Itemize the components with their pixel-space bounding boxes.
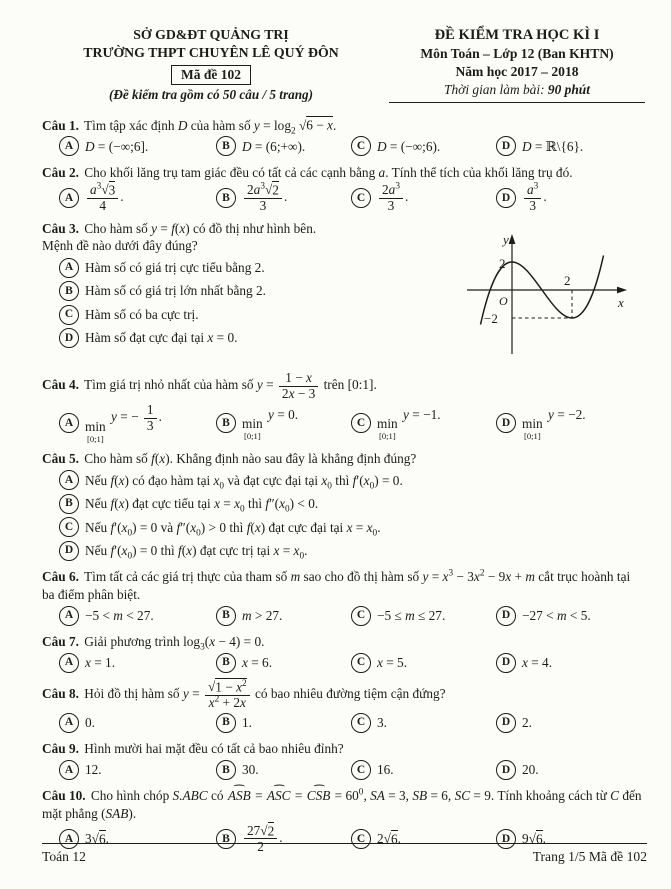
option-C xyxy=(351,605,496,626)
option-text: Hàm số có giá trị lớn nhất bằng 2. xyxy=(85,283,266,299)
option-B xyxy=(59,493,645,514)
option-B xyxy=(216,759,351,780)
option-letter-circle: B xyxy=(216,413,236,433)
svg-text:2: 2 xyxy=(564,273,571,289)
options xyxy=(42,652,645,673)
option-letter-circle: A xyxy=(59,829,79,849)
option-D xyxy=(496,406,645,441)
option-letter-circle: B xyxy=(59,494,79,514)
svg-text:x: x xyxy=(618,295,624,311)
option-letter-circle: A xyxy=(59,136,79,156)
option-text: $\frac{2a^3}{3}$ . xyxy=(377,183,408,213)
school-name: TRƯỜNG THPT CHUYÊN LÊ QUÝ ĐÔN xyxy=(83,44,339,60)
question-text: Câu 1. Tìm tập xác định D của hàm số $y = \log_2 √6 - x$. xyxy=(42,117,337,137)
option-letter-circle: A xyxy=(59,470,79,490)
question-text: Câu 10. Cho hình chóp S.ABC có ⌢ ASB = ⌢ ASC = ⌢ CSB = $60^0$, SA = 3, SB = 6, SC = 9. Tính khoảng cách từ C đến mặt phẳng (SAB). xyxy=(42,787,645,822)
option-D xyxy=(496,605,645,626)
option-letter-circle: A xyxy=(59,713,79,733)
exam-duration xyxy=(389,81,645,103)
question-number: Câu 2. xyxy=(42,164,79,180)
option-text: 9√6. xyxy=(522,831,546,847)
option-letter-circle: A xyxy=(59,653,79,673)
school-year: Năm học 2017 – 2018 xyxy=(455,64,579,80)
exam-title: ĐỀ KIỂM TRA HỌC KÌ I xyxy=(434,27,600,43)
option-letter-circle: A xyxy=(59,258,79,278)
option-letter-circle: B xyxy=(216,188,236,208)
footer xyxy=(42,843,647,865)
option-letter-circle: B xyxy=(59,281,79,301)
option-text: x = 4. xyxy=(522,655,553,671)
option-letter-circle: D xyxy=(496,413,516,433)
option-text: x = 6. xyxy=(242,655,273,671)
option-letter-circle: C xyxy=(351,713,371,733)
question-8 xyxy=(42,680,645,733)
option-letter-circle: D xyxy=(59,328,79,348)
option-text: 1. xyxy=(242,715,252,731)
option-text: Hàm số đạt cực đại tại x = 0. xyxy=(85,330,238,346)
option-letter-circle: D xyxy=(496,713,516,733)
option-text: $\frac{a^3}{3}$ . xyxy=(522,183,547,213)
option-B xyxy=(216,406,351,441)
option-D xyxy=(59,540,645,561)
question-1 xyxy=(42,117,645,157)
question-number: Câu 9. xyxy=(42,741,79,757)
option-letter-circle: C xyxy=(351,606,371,626)
option-text: $\frac{a^3√3}{4}$ . xyxy=(85,183,124,213)
option-B xyxy=(216,183,351,213)
duration-value: 90 phút xyxy=(547,82,590,98)
option-letter-circle: C xyxy=(59,305,79,325)
svg-text:2: 2 xyxy=(499,256,506,272)
svg-text:y: y xyxy=(503,232,509,248)
option-letter-circle: C xyxy=(351,136,371,156)
exam-note: (Đề kiểm tra gồm có 50 câu / 5 trang) xyxy=(108,87,314,103)
option-letter-circle: C xyxy=(351,188,371,208)
duration-label: Thời gian làm bài: xyxy=(444,82,545,98)
option-letter-circle: D xyxy=(496,606,516,626)
option-text: −27 < m < 5. xyxy=(522,607,591,623)
option-text: D = (−∞;6). xyxy=(377,138,441,154)
option-text: 12. xyxy=(85,762,102,778)
option-text: min [0;1] y = − $\frac{1}{3}$ . xyxy=(85,402,162,444)
question-number: Câu 3. xyxy=(42,221,79,237)
header-exam-block xyxy=(389,26,645,103)
option-text: Nếu f(x) đạt cực tiểu tại $x = x_0$ thì $f''(x_0) < 0$. xyxy=(85,496,319,515)
question-text: Câu 3. Cho hàm số y = f(x) có đồ thị như hình bên. Mệnh đề nào dưới đây đúng? xyxy=(42,221,317,254)
option-text: 16. xyxy=(377,762,394,778)
question-text: Câu 5. Cho hàm số f(x). Khẳng định nào sau đây là khẳng định đúng? xyxy=(42,451,417,467)
option-C xyxy=(351,652,496,673)
option-B xyxy=(216,605,351,626)
option-C xyxy=(59,304,457,325)
option-A xyxy=(59,136,216,157)
header-school-block xyxy=(42,26,380,104)
option-letter-circle: D xyxy=(496,760,516,780)
question-7 xyxy=(42,633,645,673)
svg-text:O: O xyxy=(499,294,508,309)
option-A xyxy=(59,605,216,626)
question-text: Câu 4. Tìm giá trị nhỏ nhất của hàm số y = $\frac{1 - x}{2x - 3}$ trên [0:1]. xyxy=(42,370,377,402)
option-C xyxy=(59,517,645,538)
option-B xyxy=(216,652,351,673)
option-text: −5 ≤ m ≤ 27. xyxy=(377,607,446,623)
option-letter-circle: B xyxy=(216,136,236,156)
option-text: m > 27. xyxy=(242,607,283,623)
x-axis-arrow xyxy=(617,287,627,294)
option-A xyxy=(59,403,216,443)
options xyxy=(42,470,645,562)
option-letter-circle: D xyxy=(496,136,516,156)
question-9 xyxy=(42,740,645,780)
option-letter-circle: D xyxy=(496,188,516,208)
question-number: Câu 10. xyxy=(42,788,86,804)
option-C xyxy=(351,183,496,213)
option-text: D = (6;+∞). xyxy=(242,138,306,154)
option-text: 2. xyxy=(522,715,532,731)
option-letter-circle: A xyxy=(59,188,79,208)
question-text: Câu 9. Hình mười hai mặt đều có tất cả bao nhiêu đỉnh? xyxy=(42,741,344,757)
option-D xyxy=(496,183,645,213)
footer-subject: Toán 12 xyxy=(42,849,86,864)
option-A xyxy=(59,759,216,780)
option-text: −5 < m < 27. xyxy=(85,607,154,623)
question-number: Câu 8. xyxy=(42,686,79,702)
question-number: Câu 1. xyxy=(42,117,79,133)
question-text: Câu 6. Tìm tất cả các giá trị thực của tham số m sao cho đồ thị hàm số $y = x^3 - 3x^2 - 9x + m$ cắt trục hoành tại ba điểm phân biệt. xyxy=(42,569,631,602)
option-text: Hàm số có giá trị cực tiểu bằng 2. xyxy=(85,259,265,275)
options xyxy=(42,257,457,349)
option-text: x = 5. xyxy=(377,655,408,671)
option-text: min [0;1] y = −2. xyxy=(522,406,586,442)
option-letter-circle: A xyxy=(59,760,79,780)
option-text: 20. xyxy=(522,762,539,778)
header xyxy=(42,26,645,104)
question-number: Câu 5. xyxy=(42,451,79,467)
option-A xyxy=(59,470,645,491)
option-letter-circle: B xyxy=(216,760,236,780)
option-A xyxy=(59,652,216,673)
option-text: D = (−∞;6]. xyxy=(85,138,149,154)
question-3 xyxy=(42,220,645,364)
option-letter-circle: D xyxy=(496,653,516,673)
option-letter-circle: C xyxy=(351,760,371,780)
option-letter-circle: B xyxy=(216,829,236,849)
option-letter-circle: B xyxy=(216,713,236,733)
question-left-column xyxy=(42,220,457,364)
option-C xyxy=(351,406,496,441)
option-text: x = 1. xyxy=(85,655,116,671)
question-4 xyxy=(42,371,645,443)
question-6 xyxy=(42,568,645,626)
options xyxy=(42,183,645,213)
option-B xyxy=(216,136,351,157)
option-text: Nếu $f'(x_0) = 0$ và $f''(x_0) > 0$ thì f(x) đạt cực đại tại $x = x_0$. xyxy=(85,519,381,539)
option-text: min [0;1] y = −1. xyxy=(377,406,441,442)
y-axis-arrow xyxy=(509,234,516,244)
option-A xyxy=(59,257,457,278)
option-letter-circle: C xyxy=(351,829,371,849)
question-number: Câu 7. xyxy=(42,634,79,649)
question-text: Câu 7. Giải phương trình $\log_3(x - 4) = 0$. xyxy=(42,634,265,653)
exam-code-box: Mã đề 102 xyxy=(171,65,251,86)
option-letter-circle: B xyxy=(216,606,236,626)
option-B xyxy=(59,281,457,302)
question-number: Câu 6. xyxy=(42,569,79,585)
options xyxy=(42,605,645,626)
function-graph-svg xyxy=(457,228,639,360)
option-text: 0. xyxy=(85,715,95,731)
option-B xyxy=(216,712,351,733)
option-D xyxy=(496,759,645,780)
option-D xyxy=(59,328,457,349)
option-letter-circle: B xyxy=(216,653,236,673)
option-text: Nếu f(x) có đạo hàm tại $x_0$ và đạt cực đại tại $x_0$ thì $f'(x_0) = 0$. xyxy=(85,472,403,492)
option-text: 3. xyxy=(377,715,387,731)
option-text: 3√6. xyxy=(85,831,109,847)
options xyxy=(42,136,645,157)
option-text: $\frac{27√2}{2}$ . xyxy=(242,824,283,854)
option-D xyxy=(496,136,645,157)
option-C xyxy=(351,136,496,157)
question-text: Câu 8. Hỏi đồ thị hàm số y = $\frac{√1 - x^2}{x^2 + 2x}$ có bao nhiêu đường tiệm cận đứng? xyxy=(42,678,446,711)
options xyxy=(42,712,645,733)
option-text: Nếu $f'(x_0) = 0$ thì f(x) đạt cực trị tại $x = x_0$. xyxy=(85,543,308,562)
option-D xyxy=(496,712,645,733)
function-graph xyxy=(457,220,645,364)
option-text: min [0;1] y = 0. xyxy=(242,406,299,442)
questions xyxy=(42,117,645,854)
question-number: Câu 4. xyxy=(42,377,79,393)
option-letter-circle: A xyxy=(59,413,79,433)
footer-page-code: Trang 1/5 Mã đề 102 xyxy=(532,849,647,864)
option-text: Hàm số có ba cực trị. xyxy=(85,306,199,322)
options xyxy=(42,403,645,443)
option-C xyxy=(351,759,496,780)
question-2 xyxy=(42,164,645,213)
options xyxy=(42,759,645,780)
question-text: Câu 2. Cho khối lăng trụ tam giác đều có tất cả các cạnh bằng a. Tính thể tích của khối lăng trụ đó. xyxy=(42,164,573,180)
option-A xyxy=(59,183,216,213)
svg-text:−2: −2 xyxy=(484,311,498,327)
option-letter-circle: C xyxy=(351,653,371,673)
option-D xyxy=(496,652,645,673)
option-letter-circle: D xyxy=(59,541,79,561)
option-C xyxy=(351,712,496,733)
option-letter-circle: C xyxy=(351,413,371,433)
option-text: D = ℝ\{6}. xyxy=(522,138,584,154)
option-text: 30. xyxy=(242,762,259,778)
question-5 xyxy=(42,450,645,561)
option-text: 2√6. xyxy=(377,831,401,847)
department-name: SỞ GD&ĐT QUẢNG TRỊ xyxy=(133,27,289,42)
exam-subject: Môn Toán – Lớp 12 (Ban KHTN) xyxy=(420,46,614,62)
option-letter-circle: D xyxy=(496,829,516,849)
option-letter-circle: A xyxy=(59,606,79,626)
exam-code-row xyxy=(42,62,380,87)
option-A xyxy=(59,712,216,733)
option-letter-circle: C xyxy=(59,517,79,537)
option-text: $\frac{2a^3√2}{3}$ . xyxy=(242,183,287,213)
